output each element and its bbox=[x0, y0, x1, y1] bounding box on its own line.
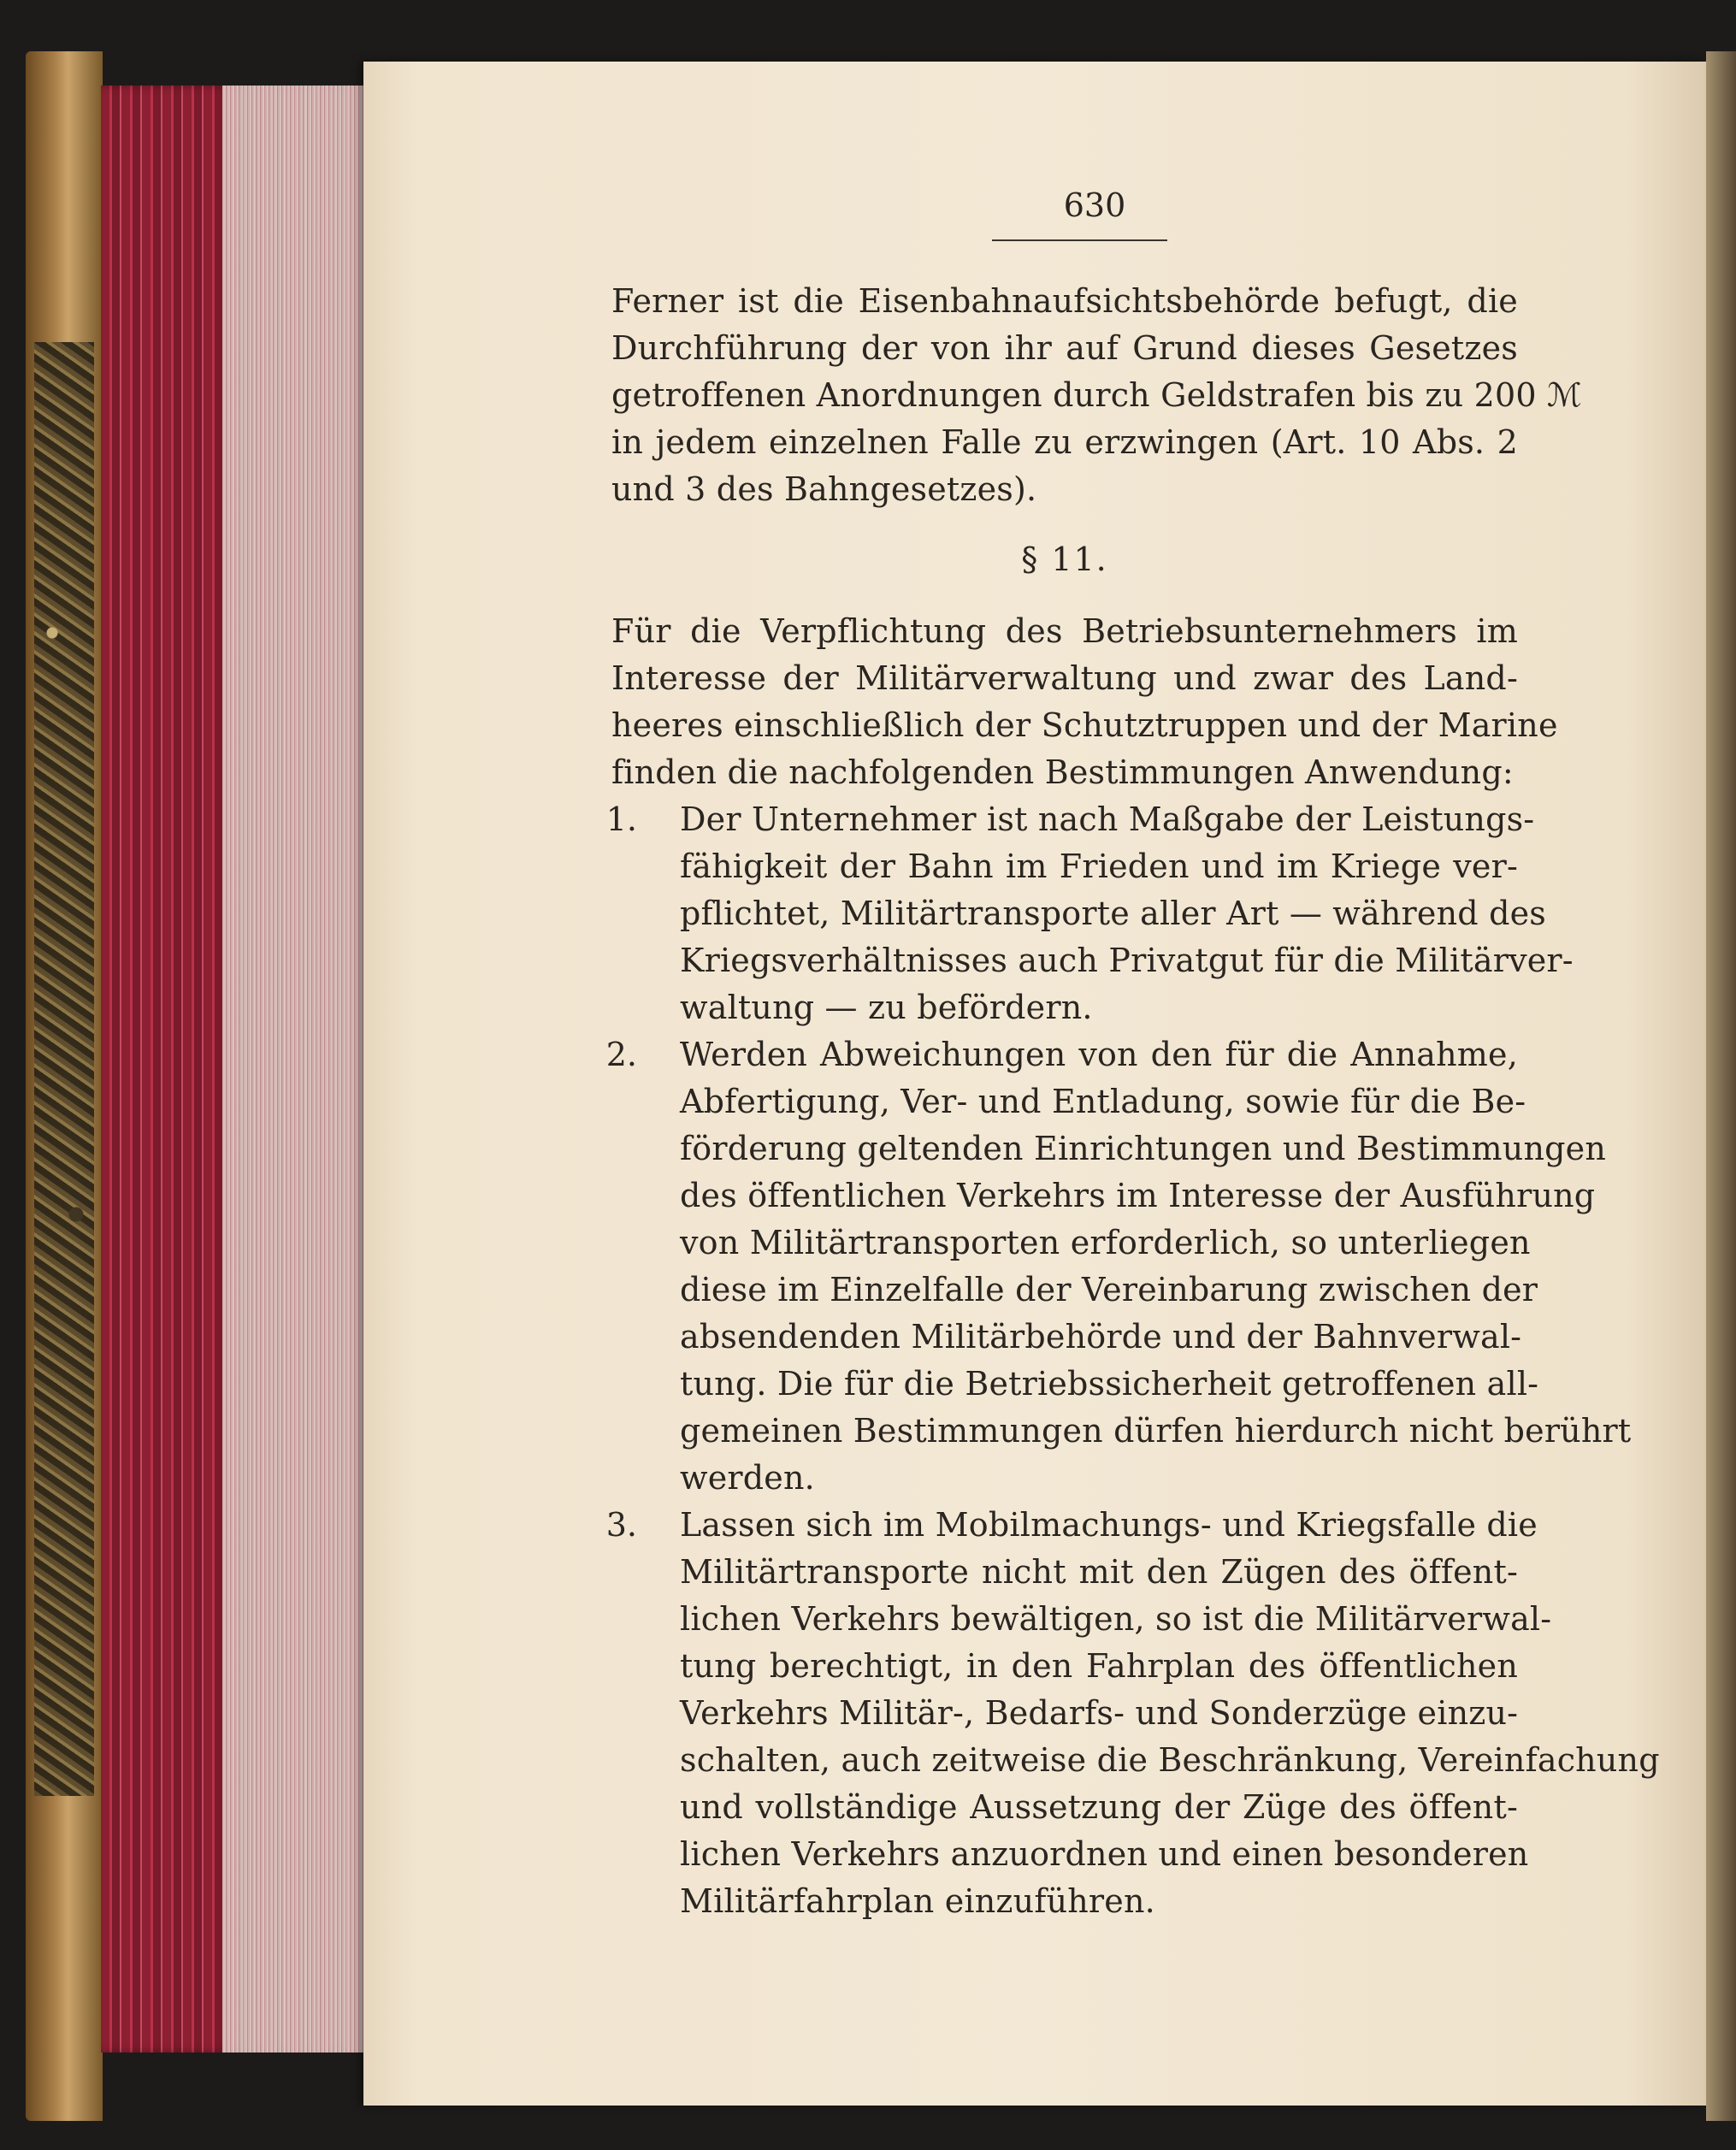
page-block-edges-light bbox=[222, 86, 368, 2053]
list-item-number: 1. bbox=[605, 800, 637, 838]
text-line: lichen Verkehrs bewältigen, so ist die Militärverwal- bbox=[680, 1600, 1552, 1638]
text-line: diese im Einzelfalle der Vereinbarung zwischen der bbox=[680, 1271, 1538, 1308]
text-line: des öffentlichen Verkehrs im Interesse der Ausführung bbox=[680, 1177, 1596, 1214]
text-line: schalten, auch zeitweise die Beschränkung, Vereinfachung bbox=[680, 1741, 1660, 1779]
text-line: werden. bbox=[680, 1459, 815, 1497]
section-heading: § 11. bbox=[1021, 540, 1108, 578]
text-line: Abfertigung, Ver- und Entladung, sowie für die Be- bbox=[680, 1083, 1526, 1120]
text-line: tung. Die für die Betriebssicherheit getroffenen all- bbox=[680, 1365, 1539, 1403]
list-item-number: 2. bbox=[605, 1036, 637, 1073]
text-line: waltung — zu befördern. bbox=[680, 989, 1093, 1026]
text-line: pflichtet, Militärtransporte aller Art — während des bbox=[680, 895, 1547, 932]
text-line: in jedem einzelnen Falle zu erzwingen (Art. 10 Abs. 2 bbox=[611, 423, 1518, 461]
text-line: Durchführung der von ihr auf Grund dieses Gesetzes bbox=[611, 329, 1518, 367]
text-line: Ferner ist die Eisenbahnaufsichtsbehörde befugt, die bbox=[611, 282, 1518, 320]
text-line: getroffenen Anordnungen durch Geldstrafen bis zu 200 ℳ bbox=[611, 376, 1582, 414]
text-line: absendenden Militärbehörde und der Bahnverwal- bbox=[680, 1318, 1522, 1356]
text-line: tung berechtigt, in den Fahrplan des öffentlichen bbox=[680, 1647, 1518, 1685]
text-line: förderung geltenden Einrichtungen und Bestimmungen bbox=[680, 1130, 1607, 1167]
text-line: finden die nachfolgenden Bestimmungen Anwendung: bbox=[611, 753, 1514, 791]
text-line: Werden Abweichungen von den für die Annahme, bbox=[680, 1036, 1518, 1073]
text-line: und 3 des Bahngesetzes). bbox=[611, 470, 1037, 508]
page-number-rule bbox=[992, 239, 1167, 241]
text-line: Für die Verpflichtung des Betriebsunternehmers im bbox=[611, 612, 1518, 650]
text-line: Interesse der Militärverwaltung und zwar des Land- bbox=[611, 659, 1518, 697]
gutter-shadow bbox=[1706, 51, 1736, 2121]
text-line: Lassen sich im Mobilmachungs- und Kriegsfalle die bbox=[680, 1506, 1538, 1544]
text-line: von Militärtransporten erforderlich, so unterliegen bbox=[680, 1224, 1531, 1261]
text-line: Verkehrs Militär-, Bedarfs- und Sonderzüge einzu- bbox=[680, 1694, 1519, 1732]
marbled-cover-panel bbox=[34, 342, 94, 1796]
text-line: Kriegsverhältnisses auch Privatgut für die Militärver- bbox=[680, 942, 1574, 979]
text-line: und vollständige Aussetzung der Züge des öffent- bbox=[680, 1788, 1518, 1826]
text-line: fähigkeit der Bahn im Frieden und im Kriege ver- bbox=[680, 848, 1518, 885]
text-line: Militärtransporte nicht mit den Zügen des öffent- bbox=[680, 1553, 1518, 1591]
text-line: Militärfahrplan einzuführen. bbox=[680, 1882, 1155, 1920]
text-line: Der Unternehmer ist nach Maßgabe der Leistungs- bbox=[680, 800, 1535, 838]
list-item-number: 3. bbox=[605, 1506, 637, 1544]
text-line: lichen Verkehrs anzuordnen und einen besonderen bbox=[680, 1835, 1529, 1873]
page-number: 630 bbox=[1063, 186, 1126, 224]
text-line: gemeinen Bestimmungen dürfen hierdurch nicht berührt bbox=[680, 1412, 1632, 1450]
text-line: heeres einschließlich der Schutztruppen und der Marine bbox=[611, 706, 1558, 744]
